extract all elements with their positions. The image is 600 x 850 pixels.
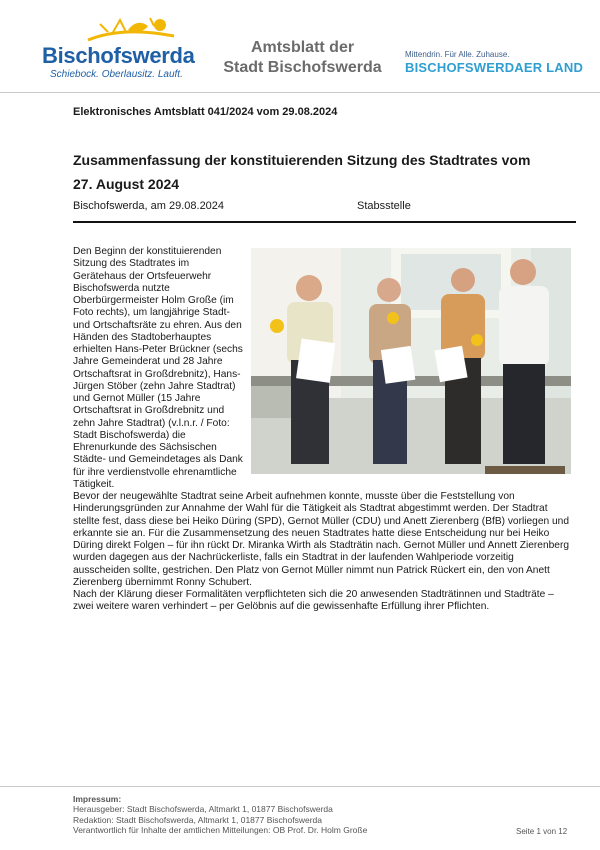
paragraph-3: Nach der Klärung dieser Formalitäten verpflichteten sich die 20 anwesenden Stadträtinnen und Stadträte – zwei weitere waren verhindert – per Gelöbnis auf die gewissenhafte Erfüllung ihrer Pflichten. — [73, 589, 554, 613]
imprint-responsible: Verantwortlich für Inhalte der amtlichen Mitteilungen: OB Prof. Dr. Holm Große — [73, 824, 368, 835]
article-body — [73, 246, 573, 614]
logo-sun-icon — [82, 16, 178, 42]
award-photo — [251, 248, 571, 474]
paragraph-1: Den Beginn der konstituierenden Sitzung des Stadtrates im Gerätehaus der Ortsfeuerwehr Bischofswerda nutzte Oberbürgermeister Holm Große (im Foto rechts), um langjährige Stadt- und Ortschaftsräte zu ehren. Aus den Händen des Stadtoberhauptes erhielten Hans-Peter Brückner (sechs Jahre Gemeinderat und 28 Jahre Ortschaftsrat in Großdrebnitz), Hans-Jürgen Stöber (zehn Jahre Stadtrat) und Gernot Müller (15 Jahre Ortschaftsrat in Großdrebnitz und zehn Jahre Stadtrat) (v.l.n.r. / Foto: Stadt Bischofswerda) die Ehrenurkunde des Sächsischen Städte- und Gemeindetages als Dank für ihre verdienstvolle ehrenamtliche Tätigkeit. — [73, 246, 243, 490]
award-ceremony-image — [251, 248, 571, 474]
masthead-line2: Stadt Bischofswerda — [223, 59, 382, 76]
logo-name: Bischofswerda — [42, 43, 195, 68]
page-number: Seite 1 von 12 — [516, 827, 568, 836]
title-divider — [73, 221, 576, 223]
logo-tagline: Schiebock. Oberlausitz. Lauft. — [50, 69, 183, 80]
page-header — [0, 0, 600, 92]
masthead-title — [205, 38, 400, 78]
region-slogan: Mittendrin. Für Alle. Zuhause. — [405, 50, 510, 59]
imprint — [73, 794, 367, 835]
department: Stabsstelle — [357, 200, 411, 212]
imprint-publisher: Herausgeber: Stadt Bischofswerda, Altmarkt 1, 01877 Bischofswerda — [73, 804, 333, 815]
imprint-label: Impressum: — [73, 794, 122, 804]
imprint-editorial: Redaktion: Stadt Bischofswerda, Altmarkt 1, 01877 Bischofswerda — [73, 814, 322, 825]
edition-line: Elektronisches Amtsblatt 041/2024 vom 29.08.2024 — [73, 106, 338, 118]
paragraph-2: Bevor der neugewählte Stadtrat seine Arbeit aufnehmen konnte, musste über die Feststellung von Hinderungsgründen zur Annahme der Wahl für die Tätigkeit als Stadtrat abgestimmt werden. Der Stadtrat stellte fest, dass diese bei Heiko Düring (SPD), Gernot Müller (CDU) und Anett Zierenberg (BfB) vorliegen und erkannte sie an. Für die Zusammensetzung des neuen Stadtrates hatte diese Entscheidung nur bei Heiko Düring direkt Folgen – für ihn rückt Dr. Miranka Wirth als Stadträtin nach. Gernot Müller und Annett Zierenberg wurden dagegen aus der Nachrückerliste, falls ein Stadtrat in der laufenden Wahlperiode vorzeitig ausscheiden sollte, gestrichen. Den Platz von Gernot Müller nimmt nun Patrick Rückert ein, den von Anett Zierenberg übernimmt Ronny Schubert. — [73, 491, 570, 588]
masthead-line1: Amtsblatt der — [250, 39, 355, 56]
footer-divider — [0, 786, 600, 787]
article-title: Zusammenfassung der konstituierenden Sitzung des Stadtrates vom 27. August 2024 — [73, 152, 531, 192]
header-divider — [0, 92, 600, 93]
region-logo — [405, 50, 584, 75]
bischofswerda-logo — [40, 16, 195, 80]
region-name: BISCHOFSWERDAER LAND — [405, 60, 584, 75]
place-date: Bischofswerda, am 29.08.2024 — [73, 200, 225, 212]
